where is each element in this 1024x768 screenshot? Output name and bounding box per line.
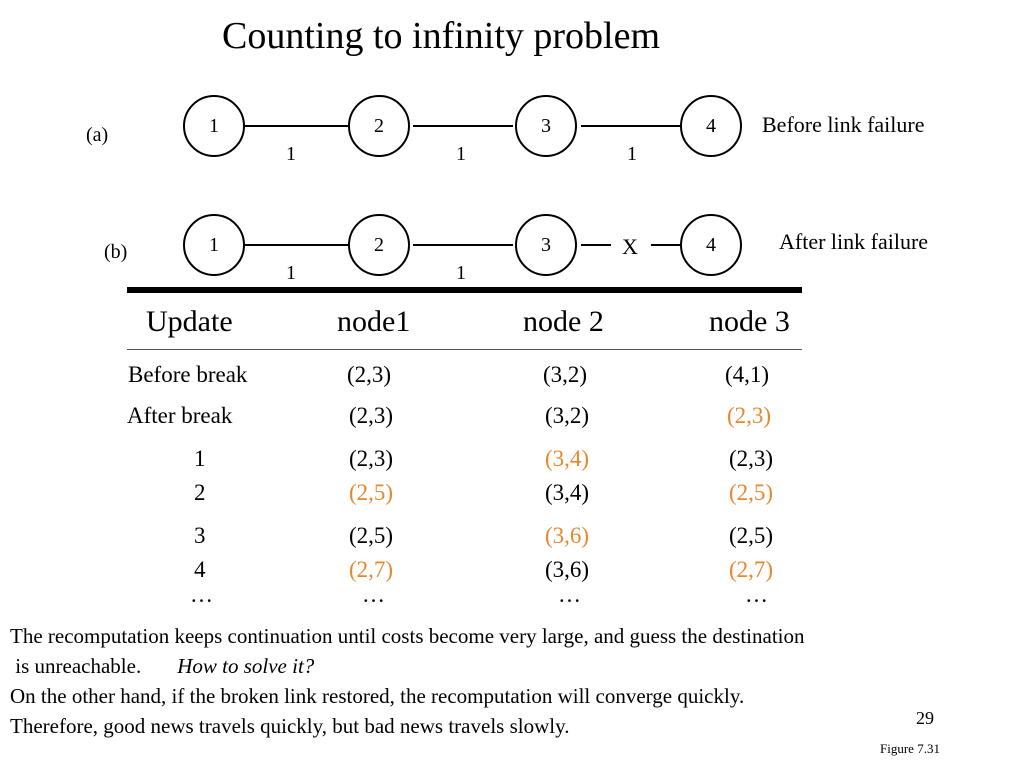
row-label: After break [127, 403, 233, 428]
diagram-a-tag: (a) [86, 124, 109, 146]
table-cell: (3,2) [545, 403, 590, 428]
table-cell-highlight: (3,4) [545, 446, 590, 471]
node-a-3-label: 3 [541, 115, 551, 137]
row-label-ellipsis: … [190, 582, 213, 607]
table-cell-ellipsis: … [362, 582, 385, 607]
table-cell: (2,5) [349, 523, 394, 548]
header-node3: node 3 [709, 305, 790, 338]
table-cell-highlight: (2,7) [729, 557, 774, 582]
diagram-a [86, 96, 925, 165]
row-label: Before break [128, 362, 248, 387]
table-cell: (4,1) [725, 362, 770, 387]
table-cell: (2,3) [729, 446, 774, 471]
node-a-2-label: 2 [374, 115, 384, 137]
row-label: 4 [194, 557, 206, 582]
row-label: 3 [194, 523, 206, 548]
diagram-b [104, 215, 928, 284]
table-cell: (3,6) [545, 557, 590, 582]
row-label: 2 [194, 480, 206, 505]
cost-b-1-2: 1 [286, 262, 296, 284]
table-cell-highlight: (2,3) [727, 403, 772, 428]
body-text-line2 [10, 654, 314, 679]
cost-a-2-3: 1 [456, 143, 466, 165]
table-cell: (2,3) [347, 362, 392, 387]
cost-a-1-2: 1 [286, 143, 296, 165]
page-number: 29 [916, 708, 934, 728]
table-cell: (2,5) [729, 523, 774, 548]
table-cell: (2,3) [349, 403, 394, 428]
break-mark: X [622, 234, 638, 259]
node-b-2-label: 2 [374, 234, 384, 256]
node-b-3-label: 3 [541, 234, 551, 256]
body-text-line4: Therefore, good news travels quickly, but bad news travels slowly. [10, 714, 570, 738]
body-text-line1: The recomputation keeps continuation until costs become very large, and guess the destination [10, 624, 805, 648]
node-a-4-label: 4 [706, 115, 716, 137]
table-cell-highlight: (2,5) [729, 480, 774, 505]
table-top-rule [127, 287, 802, 293]
body-text-question: How to solve it? [177, 654, 315, 678]
diagram-b-tag: (b) [104, 241, 128, 263]
node-b-4-label: 4 [706, 234, 716, 256]
table-cell-ellipsis: … [558, 582, 581, 607]
row-label: 1 [194, 446, 206, 471]
header-node2: node 2 [523, 305, 604, 338]
table-cell-highlight: (2,7) [349, 557, 394, 582]
body-text-line3: On the other hand, if the broken link restored, the recomputation will converge quickly. [10, 684, 745, 708]
cost-b-2-3: 1 [456, 262, 466, 284]
body-text-line2-main: is unreachable. [10, 654, 142, 678]
table-cell: (2,3) [349, 446, 394, 471]
network-diagram [0, 0, 1024, 300]
table-cell: (3,2) [543, 362, 588, 387]
table-cell-highlight: (3,6) [545, 523, 590, 548]
slide-title: Counting to infinity problem [222, 15, 661, 57]
cost-a-3-4: 1 [627, 143, 637, 165]
table-header-rule [127, 349, 802, 350]
table-cell: (3,4) [545, 480, 590, 505]
diagram-b-caption: After link failure [779, 229, 929, 254]
diagram-a-caption: Before link failure [762, 112, 925, 137]
node-b-1-label: 1 [209, 234, 219, 256]
header-node1: node1 [337, 305, 411, 338]
table-cell-ellipsis: … [745, 582, 768, 607]
figure-reference: Figure 7.31 [880, 741, 940, 756]
table-cell-highlight: (2,5) [349, 480, 394, 505]
node-a-1-label: 1 [209, 115, 219, 137]
header-update: Update [146, 305, 233, 338]
